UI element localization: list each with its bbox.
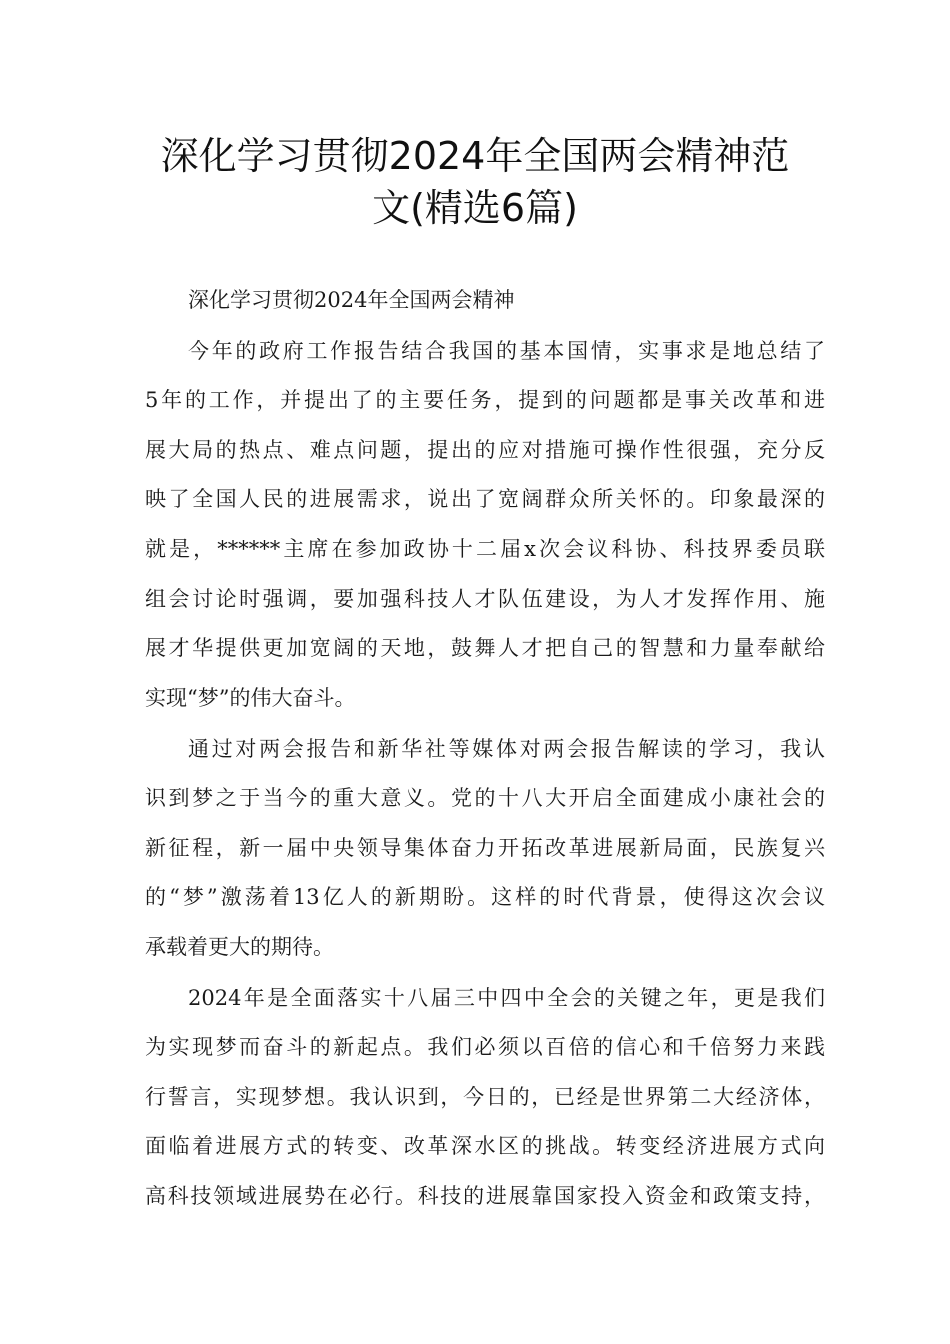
paragraph-3-line-2: 为实现梦而奋斗的新起点。我们必须以百倍的信心和千倍努力来践 bbox=[145, 1035, 825, 1059]
paragraph-1-line-7: 展才华提供更加宽阔的天地，鼓舞人才把自己的智慧和力量奉献给 bbox=[145, 636, 825, 660]
paragraph-1-line-4: 映了全国人民的进展需求，说出了宽阔群众所关怀的。印象最深的 bbox=[145, 487, 825, 511]
paragraph-1-line-2: 5年的工作，并提出了的主要任务，提到的问题都是事关改革和进 bbox=[145, 388, 825, 412]
paragraph-3-line-3: 行誓言，实现梦想。我认识到，今日的，已经是世界第二大经济体， bbox=[145, 1085, 825, 1109]
paragraph-2-line-4: 的“梦”激荡着13亿人的新期盼。这样的时代背景，使得这次会议 bbox=[145, 885, 825, 909]
paragraph-1-line-1: 今年的政府工作报告结合我国的基本国情，实事求是地总结了 bbox=[188, 339, 825, 363]
section-subtitle: 深化学习贯彻2024年全国两会精神 bbox=[188, 288, 515, 312]
document-title-line-2: 文(精选6篇) bbox=[372, 186, 578, 230]
paragraph-1-line-6: 组会讨论时强调，要加强科技人才队伍建设，为人才发挥作用、施 bbox=[145, 587, 825, 611]
paragraph-3-line-1: 2024年是全面落实十八届三中四中全会的关键之年，更是我们 bbox=[188, 986, 825, 1010]
paragraph-1-line-3: 展大局的热点、难点问题，提出的应对措施可操作性很强，充分反 bbox=[145, 438, 825, 462]
paragraph-1-line-8: 实现“梦”的伟大奋斗。 bbox=[145, 686, 356, 710]
paragraph-2-line-3: 新征程，新一届中央领导集体奋力开拓改革进展新局面，民族复兴 bbox=[145, 836, 825, 860]
paragraph-3-line-5: 高科技领域进展势在必行。科技的进展靠国家投入资金和政策支持， bbox=[145, 1184, 825, 1208]
paragraph-2-line-5: 承载着更大的期待。 bbox=[145, 935, 334, 959]
document-title-line-1: 深化学习贯彻2024年全国两会精神范 bbox=[160, 134, 790, 178]
paragraph-1-line-5: 就是，******主席在参加政协十二届x次会议科协、科技界委员联 bbox=[145, 537, 825, 561]
paragraph-3-line-4: 面临着进展方式的转变、改革深水区的挑战。转变经济进展方式向 bbox=[145, 1134, 825, 1158]
paragraph-2-line-1: 通过对两会报告和新华社等媒体对两会报告解读的学习，我认 bbox=[188, 737, 825, 761]
paragraph-2-line-2: 识到梦之于当今的重大意义。党的十八大开启全面建成小康社会的 bbox=[145, 786, 825, 810]
